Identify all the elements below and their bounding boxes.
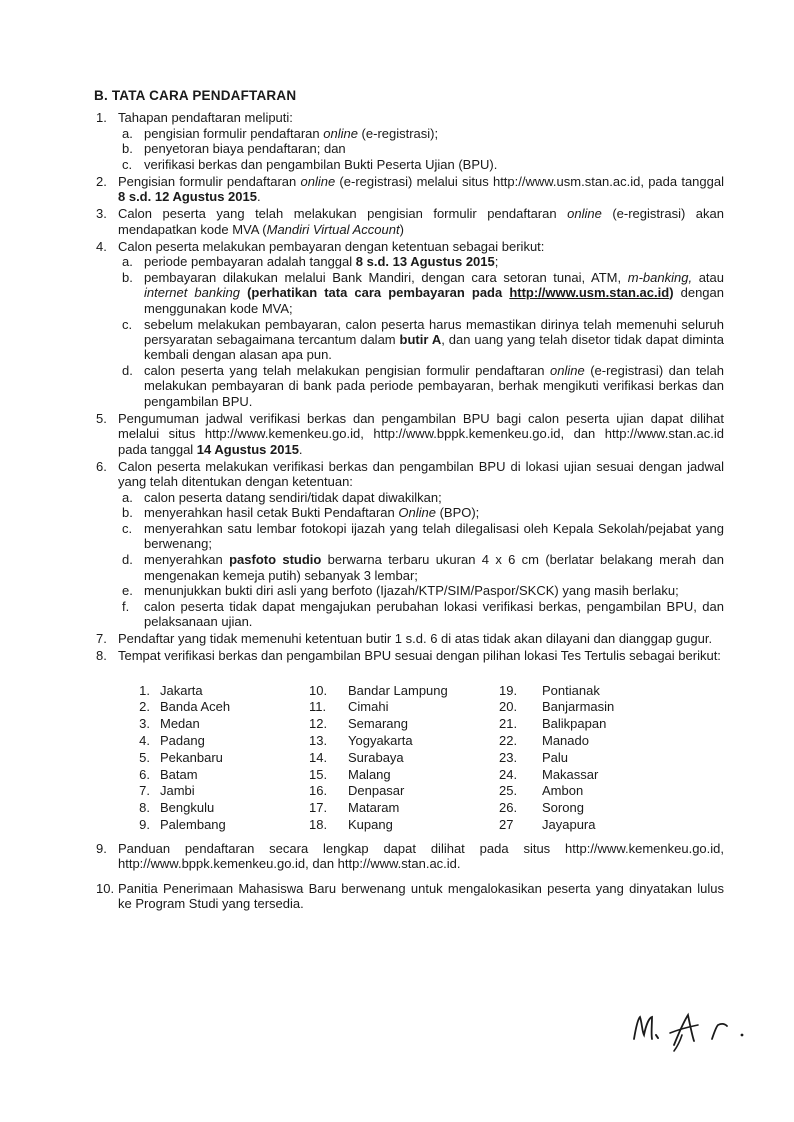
- sub-item-f: f. calon peserta tidak dapat mengajukan perubahan lokasi verifikasi berkas, pengambilan BPU, dan pelaksanaan ujian.: [118, 599, 724, 630]
- payment-guide-link: http://www.usm.stan.ac.id: [509, 285, 670, 301]
- sub-item-e: e. menunjukkan bukti diri asli yang berfoto (Ijazah/KTP/SIM/Paspor/SKCK) yang masih berlaku;: [118, 583, 724, 598]
- sub-item-b: b. pembayaran dilakukan melalui Bank Mandiri, dengan cara setoran tunai, ATM, m-banking, atau internet banking (perhatikan tata cara pembayaran pada http://www.usm.stan.ac.id) dengan menggunakan kode MVA;: [118, 270, 724, 316]
- city-row: 11. Cimahi: [309, 699, 389, 715]
- sub-letter: b.: [122, 141, 133, 157]
- list-item-9: [96, 841, 724, 872]
- city-row: 27 Jayapura: [499, 816, 596, 832]
- sub-letter: e.: [122, 583, 133, 599]
- city-row: 19. Pontianak: [499, 682, 600, 698]
- list-item-7: [96, 631, 724, 646]
- item-number: 8.: [96, 648, 107, 664]
- sub-item-c: c. sebelum melakukan pembayaran, calon peserta harus memastikan dirinya telah memenuhi seluruh persyaratan sebagaimana tercantum dalam butir A, dan uang yang telah disetor tidak dapat diminta kembali dengan alasan apa pun.: [118, 317, 724, 363]
- item-number: 3.: [96, 206, 107, 222]
- sub-letter: a.: [122, 254, 133, 270]
- list-item-2: [96, 174, 724, 205]
- item-text: Panduan pendaftaran secara lengkap dapat dilihat pada situs http://www.kemenkeu.go.id, http://www.bppk.kemenkeu.go.id, dan http://www.stan.ac.id.: [118, 840, 724, 872]
- sub-item-d: d. menyerahkan pasfoto studio berwarna terbaru ukuran 4 x 6 cm (berlatar belakang merah dan mengenakan kemeja putih) sebanyak 3 lembar;: [118, 552, 724, 583]
- item-number: 1.: [96, 110, 107, 125]
- list-item-3: [96, 206, 724, 237]
- registration-list: [96, 110, 724, 913]
- city-column-2: [309, 683, 499, 834]
- sub-letter: d.: [122, 552, 133, 568]
- item-number: 9.: [96, 840, 107, 856]
- city-row: 20. Banjarmasin: [499, 699, 615, 715]
- item-number: 2.: [96, 174, 107, 190]
- sub-item-b: b. penyetoran biaya pendaftaran; dan: [118, 141, 724, 156]
- city-list: [124, 683, 724, 834]
- city-row: 2. Banda Aceh: [139, 699, 231, 715]
- city-row: 23. Palu: [499, 749, 569, 765]
- sub-letter: d.: [122, 363, 133, 379]
- city-row: 25. Ambon: [499, 783, 584, 799]
- item-text: Pengumuman jadwal verifikasi berkas dan pengambilan BPU bagi calon peserta ujian dapat dilihat melalui situs http://www.kemenkeu.go.id, http://www.bppk.kemenkeu.go.id, dan http://www.stan.ac.id pada tanggal 14 Agustus 2015.: [118, 410, 724, 457]
- sub-item-c: c. menyerahkan satu lembar fotokopi ijazah yang telah dilegalisasi oleh Kepala Sekolah/pejabat yang berwenang;: [118, 521, 724, 552]
- city-row: 16. Denpasar: [309, 783, 405, 799]
- item-number: 7.: [96, 631, 107, 647]
- item-number: 6.: [96, 458, 107, 474]
- city-row: 24. Makassar: [499, 766, 599, 782]
- item-number: 5.: [96, 410, 107, 426]
- sub-letter: c.: [122, 157, 133, 173]
- city-row: 1. Jakarta: [139, 682, 203, 698]
- sub-item-a: a. periode pembayaran adalah tanggal 8 s.d. 13 Agustus 2015;: [118, 254, 724, 269]
- item-text: Calon peserta melakukan verifikasi berkas dan pengambilan BPU di lokasi ujian sesuai dengan jadwal yang telah ditentukan dengan ketentuan:: [118, 458, 724, 489]
- sub-item-d: d. calon peserta yang telah melakukan pengisian formulir pendaftaran online (e-registrasi) dan telah melakukan pembayaran di bank pada periode pembayaran, berhak mengikuti verifikasi berkas dan pengambilan BPU.: [118, 363, 724, 409]
- city-row: 18. Kupang: [309, 816, 393, 832]
- city-column-1: [124, 683, 309, 834]
- sub-item-c: c. verifikasi berkas dan pengambilan Bukti Peserta Ujian (BPU).: [118, 157, 724, 172]
- city-row: 9. Palembang: [139, 816, 226, 832]
- item-text: Tempat verifikasi berkas dan pengambilan BPU sesuai dengan pilihan lokasi Tes Tertulis sebagai berikut:: [118, 648, 721, 664]
- city-column-3: [499, 683, 679, 834]
- sub-letter: b.: [122, 270, 133, 286]
- city-row: 12. Semarang: [309, 716, 408, 732]
- city-row: 14. Surabaya: [309, 749, 404, 765]
- list-item-10: [96, 881, 724, 912]
- city-row: 15. Malang: [309, 766, 391, 782]
- sub-letter: c.: [122, 316, 133, 332]
- sub-letter: b.: [122, 505, 133, 521]
- list-item-6: [96, 459, 724, 630]
- item-number: 4.: [96, 238, 107, 254]
- list-item-8: [96, 648, 724, 663]
- sub-item-a: a. calon peserta datang sendiri/tidak dapat diwakilkan;: [118, 490, 724, 505]
- city-row: 26. Sorong: [499, 800, 584, 816]
- sub-letter: f.: [122, 598, 130, 614]
- city-row: 10. Bandar Lampung: [309, 682, 448, 698]
- item-text: Pengisian formulir pendaftaran online (e-registrasi) melalui situs http://www.usm.stan.ac.id, pada tanggal 8 s.d. 12 Agustus 2015.: [118, 174, 724, 205]
- city-row: 4. Padang: [139, 732, 205, 748]
- city-row: 8. Bengkulu: [139, 800, 215, 816]
- sub-item-a: a. pengisian formulir pendaftaran online (e-registrasi);: [118, 126, 724, 141]
- city-row: 7. Jambi: [139, 783, 195, 799]
- city-row: 6. Batam: [139, 766, 198, 782]
- list-item-4: [96, 239, 724, 410]
- city-row: 17. Mataram: [309, 800, 400, 816]
- city-row: 13. Yogyakarta: [309, 732, 413, 748]
- section-title: B. TATA CARA PENDAFTARAN: [94, 88, 297, 103]
- handwritten-initials: [630, 1005, 760, 1055]
- sub-item-b: b. menyerahkan hasil cetak Bukti Pendaftaran Online (BPO);: [118, 505, 724, 520]
- list-item-1: [96, 110, 724, 173]
- item-text: Pendaftar yang tidak memenuhi ketentuan butir 1 s.d. 6 di atas tidak akan dilayani dan dianggap gugur.: [118, 631, 713, 647]
- item-text: Panitia Penerimaan Mahasiswa Baru berwenang untuk mengalokasikan peserta yang dinyatakan lulus ke Program Studi yang tersedia.: [118, 880, 724, 911]
- city-row: 22. Manado: [499, 732, 589, 748]
- item-number: 10.: [96, 880, 115, 896]
- sub-letter: a.: [122, 125, 133, 141]
- city-row: 21. Balikpapan: [499, 716, 607, 732]
- list-item-5: [96, 411, 724, 457]
- city-row: 3. Medan: [139, 716, 200, 732]
- sub-letter: a.: [122, 489, 133, 505]
- city-row: 5. Pekanbaru: [139, 749, 223, 765]
- sub-letter: c.: [122, 521, 133, 537]
- item-text: Calon peserta yang telah melakukan pengisian formulir pendaftaran online (e-registrasi) akan mendapatkan kode MVA (Mandiri Virtual Account): [118, 206, 724, 237]
- item-text: Tahapan pendaftaran meliputi:: [118, 110, 293, 125]
- item-text: Calon peserta melakukan pembayaran dengan ketentuan sebagai berikut:: [118, 238, 545, 254]
